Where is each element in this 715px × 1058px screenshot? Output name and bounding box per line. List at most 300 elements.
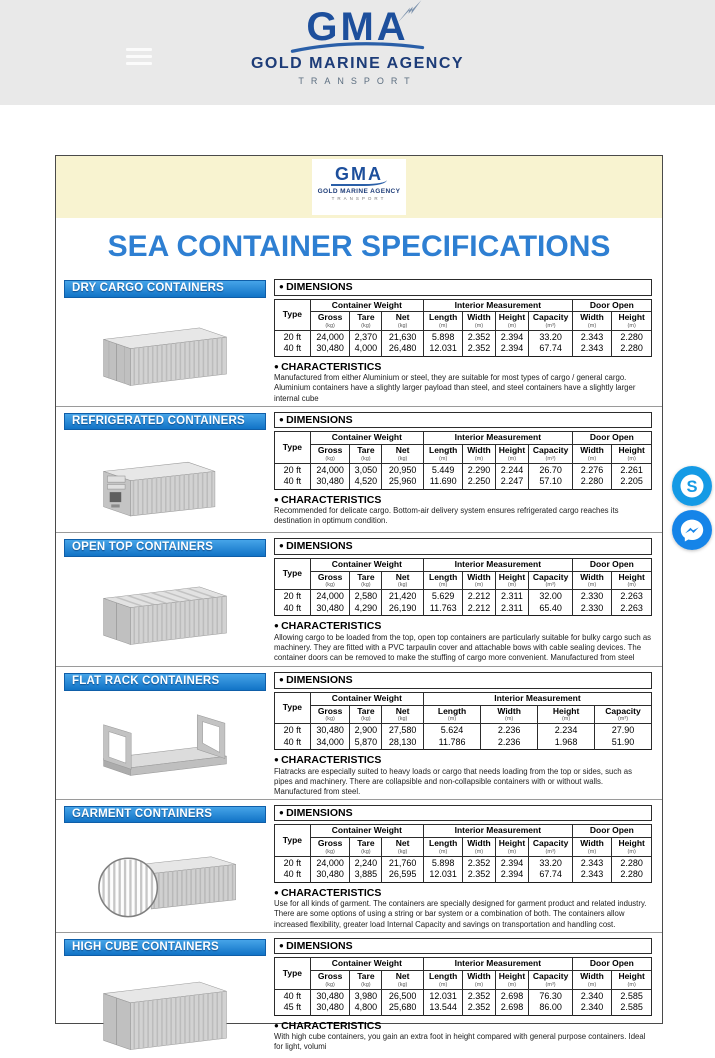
table-cell: 40 ft (275, 342, 311, 356)
column-header: Capacity (m³) (529, 445, 572, 464)
table-cell: 67.74 (529, 342, 572, 356)
logo-acronym: GMA (306, 5, 409, 49)
column-header: Height (m) (612, 971, 652, 990)
table-cell: 30,480 (310, 342, 350, 356)
table-cell: 5.449 (423, 463, 463, 475)
table-cell: 2.244 (495, 463, 529, 475)
table-cell: 12.031 (423, 868, 463, 882)
table-cell: 2.276 (572, 463, 612, 475)
doc-title: SEA CONTAINER SPECIFICATIONS (107, 230, 611, 263)
column-header: Width (m) (463, 971, 495, 990)
column-group-weight: Container Weight (310, 825, 423, 838)
table-cell: 2.261 (612, 463, 652, 475)
column-header-type: Type (275, 825, 311, 857)
column-header: Gross (kg) (310, 705, 350, 724)
column-header-type: Type (275, 692, 311, 724)
unit-label: (m) (587, 582, 597, 589)
table-cell: 5.898 (423, 857, 463, 869)
column-header: Gross (kg) (310, 445, 350, 464)
dimensions-label: ● DIMENSIONS (274, 938, 652, 955)
dimensions-table (274, 299, 652, 357)
table-cell: 67.74 (529, 868, 572, 882)
characteristics-text: Allowing cargo to be loaded from the top, open top containers are particularly suitable for bulky cargo such as machinery. They are fitted with a PVC tarpaulin cover and attachable bows with cable sealing devices. The container doors can be removed to make the stuffing of cargo more convenient. Manufactured from steel (274, 632, 652, 662)
table-cell: 33.20 (529, 331, 572, 343)
section-left-column (62, 538, 274, 664)
table-cell: 21,760 (382, 857, 423, 869)
table-cell: 76.30 (529, 990, 572, 1002)
table-head (275, 958, 652, 990)
table-cell: 24,000 (310, 331, 350, 343)
table-cell: 2.343 (572, 857, 612, 869)
table-cell: 2.352 (463, 342, 495, 356)
column-header: Width (m) (463, 571, 495, 590)
container-image (64, 559, 266, 657)
table-cell: 4,000 (350, 342, 382, 356)
characteristics-label: ● CHARACTERISTICS (274, 494, 652, 507)
table-cell: 2.340 (572, 1001, 612, 1015)
column-header: Width (m) (572, 838, 612, 857)
skype-icon (672, 466, 712, 506)
table-cell: 40 ft (275, 602, 311, 616)
table-row (275, 602, 652, 616)
table-row (275, 724, 652, 736)
table-row (275, 342, 652, 356)
table-cell: 2,370 (350, 331, 382, 343)
unit-label: (kg) (397, 582, 408, 589)
column-header: Width (m) (463, 838, 495, 857)
characteristics-text: Flatracks are especially suited to heavy loads or cargo that needs loading from the top or sides, such as pipes and machinery. There are collapsible and non-collapsible containers with or without walls. Manufactured from steel. (274, 766, 632, 796)
dimensions-label: ● DIMENSIONS (274, 805, 652, 822)
table-cell: 2.585 (612, 1001, 652, 1015)
table-cell: 30,480 (310, 724, 350, 736)
column-header-type: Type (275, 958, 311, 990)
column-header: Length (m) (423, 838, 463, 857)
column-header: Gross (kg) (310, 971, 350, 990)
column-header: Length (m) (423, 705, 480, 724)
unit-label: (m³) (545, 582, 556, 589)
table-cell: 2.352 (463, 990, 495, 1002)
unit-label: (m) (627, 455, 636, 462)
table-cell: 33.20 (529, 857, 572, 869)
unit-label: (kg) (397, 455, 408, 462)
doc-header-band (56, 156, 662, 218)
column-group-interior: Interior Measurement (423, 958, 572, 971)
site-header (0, 0, 715, 105)
unit-label: (m) (439, 455, 448, 462)
table-cell: 2.352 (463, 331, 495, 343)
characteristics-text: Recommended for delicate cargo. Bottom-air delivery system ensures refrigerated cargo reaches its destination in optimum condition. (274, 506, 619, 526)
table-cell: 2.263 (612, 602, 652, 616)
table-cell: 2.280 (612, 857, 652, 869)
table-cell: 4,520 (350, 475, 382, 489)
table-body (275, 463, 652, 489)
table-body (275, 331, 652, 357)
section-left-column (62, 938, 274, 1057)
column-header: Height (m) (495, 971, 529, 990)
column-header: Height (m) (612, 312, 652, 331)
doc-logo-acronym: GMA (331, 165, 387, 186)
column-group-weight: Container Weight (310, 958, 423, 971)
table-cell: 2.212 (463, 590, 495, 602)
table-cell: 2.352 (463, 1001, 495, 1015)
unit-label: (kg) (325, 582, 335, 589)
unit-label: (kg) (397, 982, 408, 988)
column-header: Height (m) (495, 571, 529, 590)
dimensions-table (274, 957, 652, 1015)
table-cell: 20 ft (275, 463, 311, 475)
table-cell: 4,800 (350, 1001, 382, 1015)
unit-label: (kg) (397, 323, 408, 330)
table-cell: 2.394 (495, 342, 529, 356)
column-header: Width (m) (572, 445, 612, 464)
column-header: Net (kg) (382, 571, 423, 590)
column-group-interior: Interior Measurement (423, 299, 572, 312)
table-cell: 2.205 (612, 475, 652, 489)
table-cell: 1.968 (538, 736, 595, 750)
table-cell: 86.00 (529, 1001, 572, 1015)
table-cell: 2.394 (495, 857, 529, 869)
characteristics-text: Use for all kinds of garment. The containers are specially designed for garment product and related industry. There are some options of using a string or bar system or a combination of both. The containers allow increased flexibility, greater load Internal Capacity and savings on transportation and handling cost. (274, 899, 647, 929)
column-header: Net (kg) (382, 838, 423, 857)
column-header: Capacity (m³) (529, 571, 572, 590)
unit-label: (m) (507, 982, 517, 988)
characteristics-label: ● CHARACTERISTICS (274, 1020, 652, 1033)
table-row (275, 868, 652, 882)
column-header: Tare (kg) (350, 312, 382, 331)
table-row (275, 331, 652, 343)
table-cell: 57.10 (529, 475, 572, 489)
column-header: Capacity (m³) (529, 312, 572, 331)
messenger-icon (672, 510, 712, 550)
unit-label: (m) (439, 323, 448, 330)
table-row (275, 990, 652, 1002)
unit-label: (kg) (325, 716, 335, 723)
column-group-interior: Interior Measurement (423, 692, 651, 705)
unit-label: (kg) (361, 849, 371, 855)
table-body (275, 990, 652, 1016)
column-group-weight: Container Weight (310, 299, 423, 312)
column-header: Height (m) (538, 705, 595, 724)
table-cell: 25,960 (382, 475, 423, 489)
table-cell: 21,420 (382, 590, 423, 602)
table-cell: 2.343 (572, 342, 612, 356)
table-row (275, 857, 652, 869)
menu-bar (126, 48, 152, 51)
table-cell: 2.247 (495, 475, 529, 489)
unit-label: (m) (447, 716, 457, 723)
airplane-icon (397, 0, 423, 25)
table-cell: 40 ft (275, 475, 311, 489)
unit-label: (m) (439, 849, 448, 855)
menu-bar (126, 55, 152, 58)
column-header: Width (m) (572, 312, 612, 331)
table-body (275, 590, 652, 616)
table-cell: 34,000 (310, 736, 350, 750)
table-cell: 25,680 (382, 1001, 423, 1015)
unit-label: (m³) (545, 849, 556, 855)
column-header: Height (m) (612, 445, 652, 464)
table-cell: 20 ft (275, 331, 311, 343)
characteristics-text: With high cube containers, you gain an extra foot in height compared with general purpose containers. Ideal for light, volumi (274, 1032, 646, 1052)
table-cell: 12.031 (423, 342, 463, 356)
section-left-column (62, 805, 274, 930)
table-cell: 2.343 (572, 868, 612, 882)
table-cell: 2,240 (350, 857, 382, 869)
table-cell: 20 ft (275, 590, 311, 602)
column-group-door: Door Open (572, 432, 651, 445)
section-right-column (274, 938, 654, 1057)
column-header: Net (kg) (382, 445, 423, 464)
column-header: Tare (kg) (350, 838, 382, 857)
section-title-bar: GARMENT CONTAINERS (64, 806, 266, 824)
characteristics-label: ● CHARACTERISTICS (274, 361, 652, 374)
column-group-door: Door Open (572, 299, 651, 312)
table-cell: 30,480 (310, 1001, 350, 1015)
unit-label: (m) (587, 323, 597, 330)
table-cell: 27.90 (595, 724, 652, 736)
container-image (64, 432, 266, 530)
table-cell: 5.624 (423, 724, 480, 736)
column-header-type: Type (275, 299, 311, 331)
table-cell: 40 ft (275, 868, 311, 882)
dimensions-label: ● DIMENSIONS (274, 538, 652, 555)
column-header: Length (m) (423, 571, 463, 590)
dimensions-table (274, 431, 652, 489)
section-left-column (62, 279, 274, 404)
column-group-interior: Interior Measurement (423, 558, 572, 571)
section-title-bar: REFRIGERATED CONTAINERS (64, 413, 266, 431)
table-cell: 26,500 (382, 990, 423, 1002)
column-group-weight: Container Weight (310, 432, 423, 445)
column-header: Height (m) (495, 312, 529, 331)
table-cell: 24,000 (310, 857, 350, 869)
table-cell: 12.031 (423, 990, 463, 1002)
section-title-bar: DRY CARGO CONTAINERS (64, 280, 266, 298)
table-cell: 40 ft (275, 990, 311, 1002)
table-row (275, 1001, 652, 1015)
column-header: Width (m) (572, 971, 612, 990)
column-header: Length (m) (423, 312, 463, 331)
column-header: Tare (kg) (350, 971, 382, 990)
column-header: Gross (kg) (310, 571, 350, 590)
table-row (275, 463, 652, 475)
table-cell: 2.234 (538, 724, 595, 736)
table-cell: 3,050 (350, 463, 382, 475)
doc-logo (312, 159, 406, 215)
table-cell: 2.280 (612, 331, 652, 343)
table-cell: 24,000 (310, 590, 350, 602)
table-cell: 2.212 (463, 602, 495, 616)
table-row (275, 736, 652, 750)
unit-label: (kg) (397, 716, 408, 723)
dimensions-label: ● DIMENSIONS (274, 412, 652, 429)
table-cell: 20,950 (382, 463, 423, 475)
dimensions-table (274, 824, 652, 882)
dimensions-table (274, 558, 652, 616)
table-cell: 11.690 (423, 475, 463, 489)
table-cell: 4,290 (350, 602, 382, 616)
skype-button[interactable] (672, 466, 712, 506)
column-header: Gross (kg) (310, 312, 350, 331)
table-cell: 2,900 (350, 724, 382, 736)
unit-label: (m) (587, 455, 597, 462)
unit-label: (m³) (545, 455, 556, 462)
svg-text:S: S (686, 478, 698, 496)
table-cell: 30,480 (310, 990, 350, 1002)
unit-label: (m) (627, 323, 636, 330)
section-title-bar: OPEN TOP CONTAINERS (64, 539, 266, 557)
container-section (56, 666, 662, 799)
table-cell: 20 ft (275, 724, 311, 736)
unit-label: (m) (474, 455, 484, 462)
section-right-column (274, 279, 654, 404)
doc-logo-name: GOLD MARINE AGENCY (317, 188, 401, 195)
unit-label: (m³) (545, 323, 556, 330)
unit-label: (m) (474, 582, 484, 589)
table-head (275, 558, 652, 590)
column-header: Width (m) (463, 312, 495, 331)
logo-tagline: TRANSPORT (298, 76, 417, 86)
column-header: Length (m) (423, 971, 463, 990)
section-title-bar: FLAT RACK CONTAINERS (64, 673, 266, 691)
table-cell: 2,580 (350, 590, 382, 602)
column-group-weight: Container Weight (310, 692, 423, 705)
column-group-door: Door Open (572, 958, 651, 971)
column-group-interior: Interior Measurement (423, 825, 572, 838)
table-cell: 21,630 (382, 331, 423, 343)
column-header: Capacity (m³) (529, 971, 572, 990)
table-cell: 11.786 (423, 736, 480, 750)
column-header: Capacity (m³) (529, 838, 572, 857)
column-header: Width (m) (572, 571, 612, 590)
unit-label: (m) (474, 849, 484, 855)
table-cell: 2.394 (495, 868, 529, 882)
table-cell: 11.763 (423, 602, 463, 616)
site-logo[interactable] (251, 7, 464, 86)
column-group-interior: Interior Measurement (423, 432, 572, 445)
table-cell: 51.90 (595, 736, 652, 750)
dimensions-label: ● DIMENSIONS (274, 672, 652, 689)
unit-label: (m) (627, 849, 636, 855)
table-head (275, 299, 652, 331)
section-right-column (274, 805, 654, 930)
menu-icon[interactable] (126, 44, 152, 69)
table-row (275, 590, 652, 602)
table-cell: 28,130 (382, 736, 423, 750)
table-cell: 32.00 (529, 590, 572, 602)
column-header: Width (m) (481, 705, 538, 724)
table-cell: 2.236 (481, 724, 538, 736)
table-cell: 2.280 (572, 475, 612, 489)
table-cell: 2.343 (572, 331, 612, 343)
column-header: Net (kg) (382, 312, 423, 331)
column-header: Tare (kg) (350, 445, 382, 464)
unit-label: (m) (587, 982, 597, 988)
table-head (275, 692, 652, 724)
table-cell: 2.698 (495, 990, 529, 1002)
column-group-weight: Container Weight (310, 558, 423, 571)
table-cell: 2.330 (572, 590, 612, 602)
table-cell: 24,000 (310, 463, 350, 475)
table-cell: 65.40 (529, 602, 572, 616)
unit-label: (kg) (361, 455, 371, 462)
doc-logo-tagline: TRANSPORT (331, 196, 387, 201)
unit-label: (m) (507, 323, 517, 330)
unit-label: (m) (474, 982, 484, 988)
unit-label: (m) (507, 849, 517, 855)
unit-label: (kg) (325, 455, 335, 462)
unit-label: (kg) (361, 982, 371, 988)
dimensions-label: ● DIMENSIONS (274, 279, 652, 296)
container-section (56, 406, 662, 533)
container-section (56, 799, 662, 932)
table-cell: 2.394 (495, 331, 529, 343)
table-cell: 26,595 (382, 868, 423, 882)
table-cell: 30,480 (310, 602, 350, 616)
table-cell: 3,980 (350, 990, 382, 1002)
table-head (275, 825, 652, 857)
table-cell: 2.311 (495, 602, 529, 616)
table-cell: 2.280 (612, 342, 652, 356)
table-cell: 30,480 (310, 475, 350, 489)
section-title-bar: HIGH CUBE CONTAINERS (64, 939, 266, 957)
messenger-button[interactable] (672, 510, 712, 550)
table-cell: 2.250 (463, 475, 495, 489)
unit-label: (m) (507, 455, 517, 462)
table-cell: 2.311 (495, 590, 529, 602)
unit-label: (m) (507, 582, 517, 589)
column-header: Net (kg) (382, 971, 423, 990)
section-right-column (274, 538, 654, 664)
column-header: Length (m) (423, 445, 463, 464)
container-image (64, 958, 266, 1056)
container-section (56, 932, 662, 1058)
section-right-column (274, 412, 654, 531)
characteristics-label: ● CHARACTERISTICS (274, 887, 652, 900)
container-section (56, 532, 662, 666)
column-header: Width (m) (463, 445, 495, 464)
container-image (64, 693, 266, 791)
column-header-type: Type (275, 558, 311, 590)
table-cell: 2.698 (495, 1001, 529, 1015)
table-row (275, 475, 652, 489)
logo-name: GOLD MARINE AGENCY (250, 55, 465, 72)
table-cell: 5.629 (423, 590, 463, 602)
column-header: Height (m) (495, 445, 529, 464)
column-header: Tare (kg) (350, 705, 382, 724)
table-cell: 2.330 (572, 602, 612, 616)
table-cell: 27,580 (382, 724, 423, 736)
column-header-type: Type (275, 432, 311, 464)
unit-label: (m) (627, 982, 636, 988)
table-head (275, 432, 652, 464)
table-cell: 26.70 (529, 463, 572, 475)
column-header: Capacity (m³) (595, 705, 652, 724)
table-cell: 30,480 (310, 868, 350, 882)
unit-label: (m) (627, 582, 636, 589)
table-cell: 26,190 (382, 602, 423, 616)
table-cell: 3,885 (350, 868, 382, 882)
column-header: Height (m) (612, 571, 652, 590)
unit-label: (m) (474, 323, 484, 330)
doc-sections (56, 274, 662, 1058)
unit-label: (m) (561, 716, 571, 723)
unit-label: (kg) (361, 323, 371, 330)
table-cell: 2.352 (463, 868, 495, 882)
table-cell: 5.898 (423, 331, 463, 343)
column-group-door: Door Open (572, 825, 651, 838)
characteristics-text: Manufactured from either Aluminium or steel, they are suitable for most types of cargo / general cargo. Aluminium containers have a slightly larger payload than steel, and steel containers have a slightly larger internal cube (274, 373, 636, 403)
